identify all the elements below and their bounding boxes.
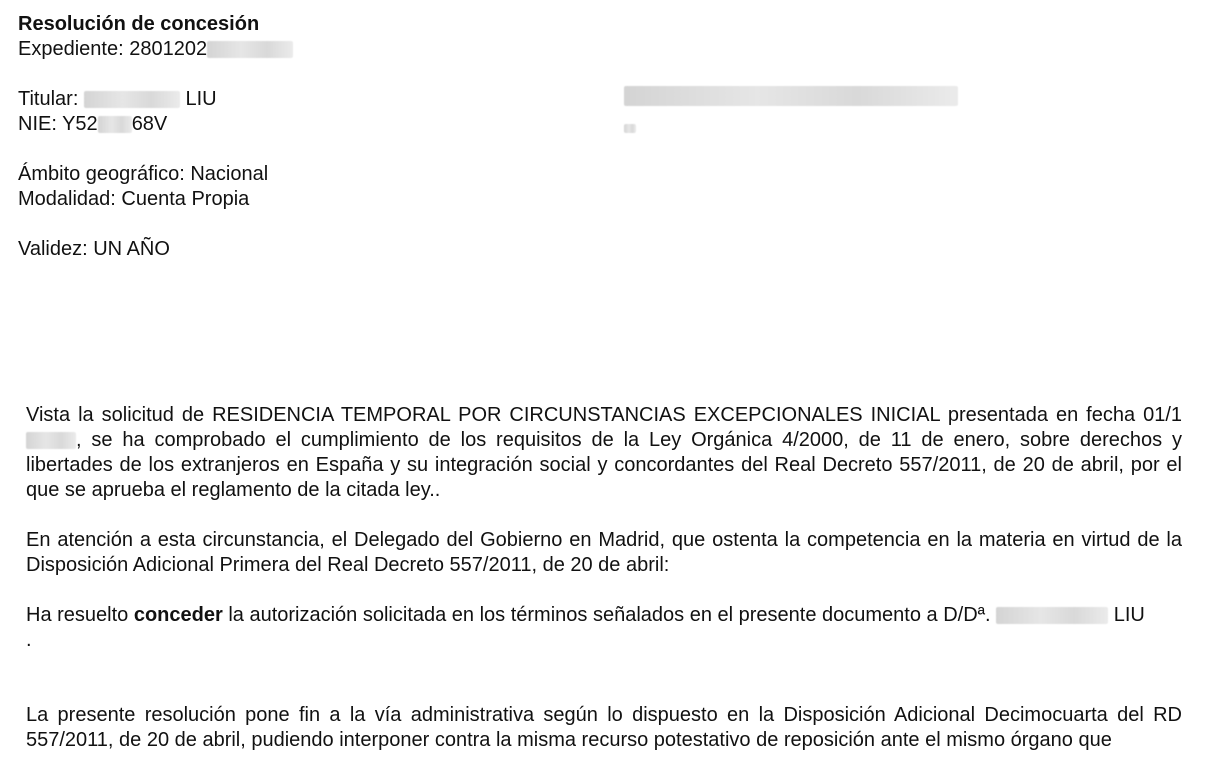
redacted-address-line [624,86,958,106]
p1-after: , se ha comprobado el cumplimiento de los requisitos de la Ley Orgánica 4/2000, de 11 de enero, sobre derechos y libertades de los extranjeros en España y su integración social y concordantes del Real Decreto 557/2011, de 20 de abril, por el que se aprueba el reglamento de la citada ley.. [26,429,1182,501]
ambito-line: Ámbito geográfico: Nacional [18,163,269,185]
nie-line [18,112,293,137]
paragraph-resolucion [26,603,1182,653]
nie-label: NIE: [18,113,63,135]
p3-end: . [26,629,32,651]
p3-after: la autorización solicitada en los términos señalados en el presente documento a D/Dª. [222,604,997,626]
paragraph-competencia: En atención a esta circunstancia, el Delegado del Gobierno en Madrid, que ostenta la competencia en la materia en virtud de la Disposición Adicional Primera del Real Decreto 557/2011, de 20 de abril: [26,529,1182,576]
nie-prefix: Y52 [62,113,98,135]
nie-suffix: 68V [131,113,168,135]
redacted-expediente [207,41,293,58]
document-header [18,12,293,262]
redacted-date [26,432,76,449]
modalidad-line: Modalidad: Cuenta Propia [18,188,250,210]
p3-before: Ha resuelto [26,604,134,626]
paragraph-recurso: La presente resolución pone fin a la vía administrativa según lo dispuesto en la Disposición Adicional Decimocuarta del RD 557/2011, de 20 de abril, pudiendo interponer contra la misma recurso potestativo de reposición ante el mismo órgano que [26,704,1182,751]
p1-before: Vista la solicitud de RESIDENCIA TEMPORAL POR CIRCUNSTANCIAS EXCEPCIONALES INICIAL presentada en fecha 01/1 [26,404,1182,426]
document-body [26,403,1182,778]
titular-label: Titular: [18,88,84,110]
p3-bold: conceder [133,604,223,626]
redacted-titular-name [84,91,180,108]
expediente-label: Expediente: [18,38,130,60]
paragraph-solicitud [26,403,1182,503]
document-title: Resolución de concesión [18,13,260,35]
redacted-nie [98,116,132,133]
titular-suffix: LIU [179,88,217,110]
expediente-line [18,37,293,62]
titular-line [18,87,293,112]
redacted-address-block [624,86,958,133]
redacted-recipient-name [996,607,1108,624]
p3-name-suffix: LIU [1108,604,1145,626]
redacted-address-mark [624,124,636,133]
expediente-value: 2801202 [129,38,208,60]
validez-line: Validez: UN AÑO [18,238,170,260]
